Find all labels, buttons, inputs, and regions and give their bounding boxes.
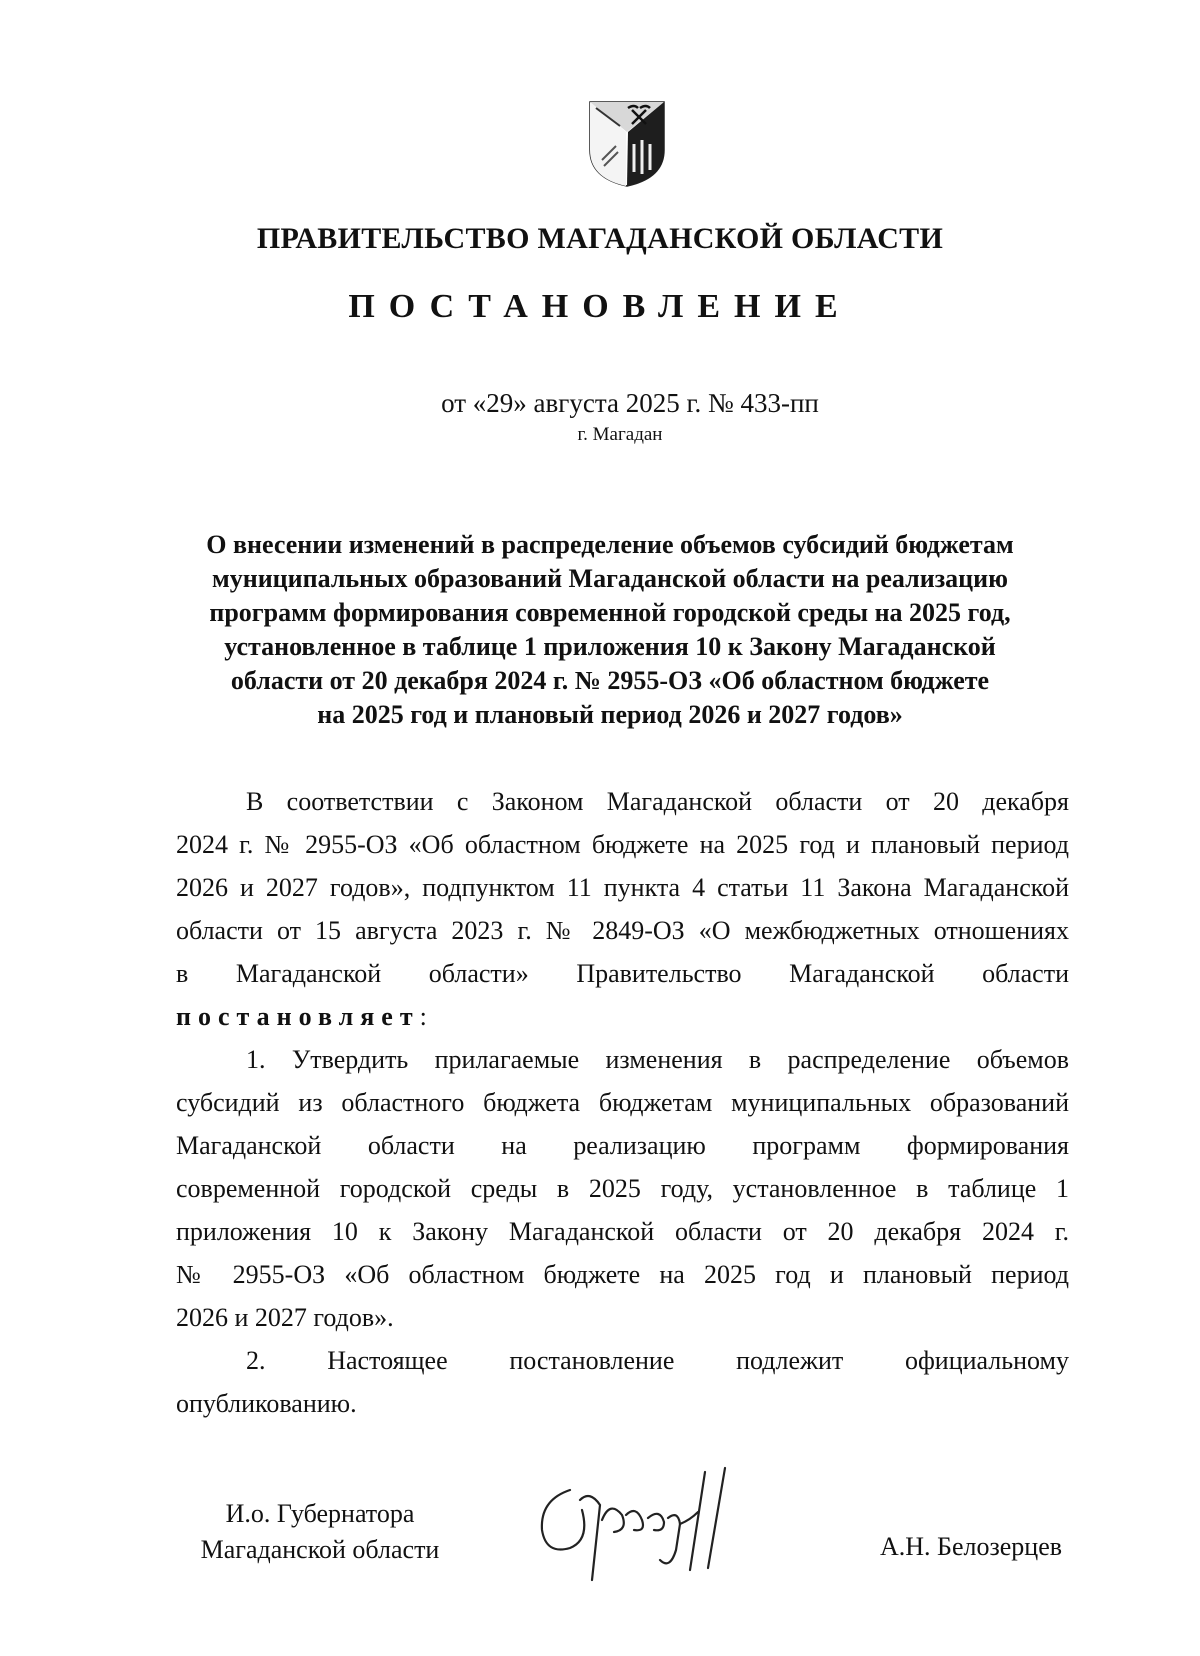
- title-line: установленное в таблице 1 приложения 10 к Закону Магаданской: [224, 632, 996, 661]
- document-body: [176, 780, 1069, 1425]
- coat-of-arms-icon: [588, 100, 666, 188]
- handwritten-signature-icon: [530, 1460, 770, 1610]
- decree-word: постановляет: [176, 1002, 420, 1031]
- document-title: [150, 528, 1070, 732]
- body-line: области от 15 августа 2023 г. № 2849-ОЗ «О межбюджетных отношениях: [176, 916, 1069, 945]
- item1-line: субсидий из областного бюджета бюджетам муниципальных образований: [176, 1088, 1069, 1117]
- title-line: области от 20 декабря 2024 г. № 2955-ОЗ «Об областном бюджете: [230, 666, 990, 695]
- item2-line: опубликованию.: [176, 1389, 357, 1418]
- organization-name: ПРАВИТЕЛЬСТВО МАГАДАНСКОЙ ОБЛАСТИ: [256, 222, 944, 255]
- item1-line: 2026 и 2027 годов».: [176, 1303, 394, 1332]
- item1-line: № 2955-ОЗ «Об областном бюджете на 2025 год и плановый период: [176, 1260, 1069, 1289]
- item1-line: современной городской среды в 2025 году, установленное в таблице 1: [176, 1174, 1069, 1203]
- decree-line: [176, 995, 1069, 1038]
- item1-line: 1. Утвердить прилагаемые изменения в распределение объемов: [246, 1045, 1069, 1074]
- decree-colon: :: [419, 1002, 427, 1031]
- title-line: на 2025 год и плановый период 2026 и 2027 годов»: [317, 700, 903, 729]
- body-line: в Магаданской области» Правительство Магаданской области: [176, 959, 1069, 988]
- date-and-number: от «29» августа 2025 г. № 433-пп: [441, 388, 819, 418]
- title-line: муниципальных образований Магаданской области на реализацию: [212, 564, 1008, 593]
- signatory-name: А.Н. Белозерцев: [880, 1532, 1063, 1561]
- position-line: И.о. Губернатора: [225, 1499, 415, 1528]
- signatory-position: [170, 1496, 470, 1568]
- body-line: 2024 г. № 2955-ОЗ «Об областном бюджете на 2025 год и плановый период: [176, 830, 1069, 859]
- city: г. Магадан: [577, 424, 663, 445]
- item1-line: Магаданской области на реализацию программ формирования: [176, 1131, 1069, 1160]
- title-line: программ формирования современной городской среды на 2025 год,: [209, 598, 1011, 627]
- title-line: О внесении изменений в распределение объемов субсидий бюджетам: [206, 530, 1014, 559]
- document-type: ПОСТАНОВЛЕНИЕ: [348, 288, 852, 325]
- body-line: 2026 и 2027 годов», подпунктом 11 пункта 4 статьи 11 Закона Магаданской: [176, 873, 1069, 902]
- body-line: В соответствии с Законом Магаданской области от 20 декабря: [246, 787, 1069, 816]
- item2-line: 2. Настоящее постановление подлежит официальному: [246, 1346, 1069, 1375]
- item1-line: приложения 10 к Закону Магаданской области от 20 декабря 2024 г.: [176, 1217, 1069, 1246]
- position-line: Магаданской области: [200, 1535, 440, 1564]
